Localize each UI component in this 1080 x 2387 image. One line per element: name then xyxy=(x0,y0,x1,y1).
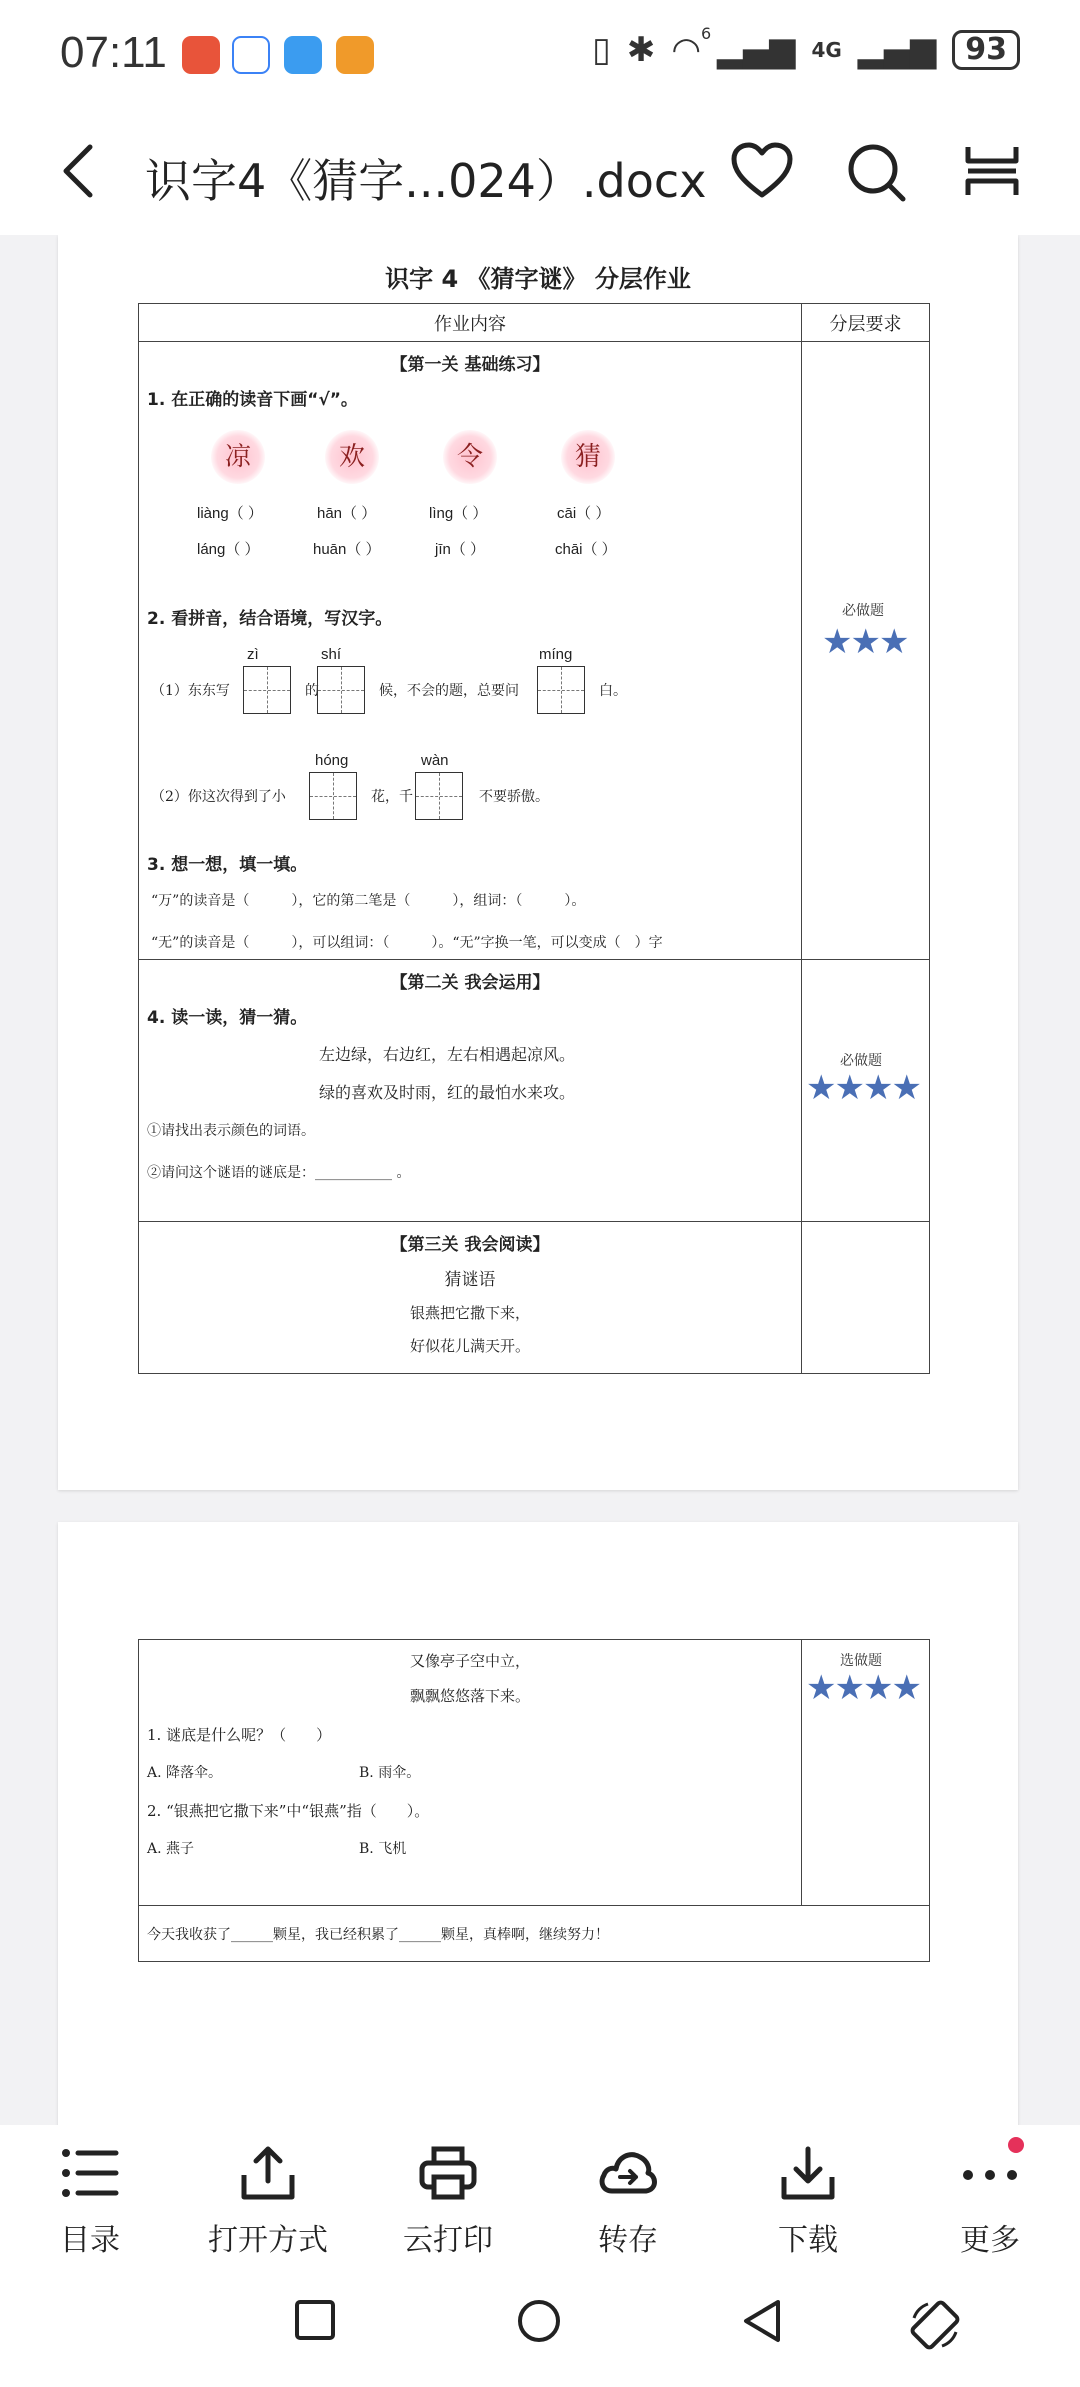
q3-line1: “万”的读音是（ ），它的第二笔是（ ），组词：（ ）。 xyxy=(151,893,586,909)
char-3: 令 xyxy=(443,430,497,484)
option-a: A. 降落伞。 xyxy=(147,1765,223,1781)
option-b: B. 雨伞。 xyxy=(359,1765,421,1781)
required-label: 必做题 xyxy=(842,603,884,619)
section-1-requirement xyxy=(802,342,930,960)
share-icon xyxy=(238,2145,298,2201)
app2-notification-icon xyxy=(336,36,374,74)
pinyin-option: huān（ ） xyxy=(313,541,381,558)
question-4: 4. 读一读，猜一猜。 xyxy=(147,1008,308,1028)
cloud-save-icon xyxy=(596,2145,660,2201)
system-nav-bar xyxy=(0,2270,1080,2387)
reading-line-4: 飘飘悠悠落下来。 xyxy=(409,1687,530,1705)
document-title: 识字4《猜字...024）.docx xyxy=(145,154,707,208)
search-icon[interactable] xyxy=(845,141,909,209)
star-rating: ★★★ xyxy=(822,622,908,662)
app-notification-icon xyxy=(182,36,220,74)
question-1: 1. 在正确的读音下画“√”。 xyxy=(147,390,358,410)
pinyin-option: hān（ ） xyxy=(317,505,377,522)
wifi-sup: 6 xyxy=(701,24,712,43)
document-viewer[interactable] xyxy=(0,235,1080,2125)
question-2: 2. 看拼音，结合语境，写汉字。 xyxy=(147,609,393,629)
calendar-notification-icon xyxy=(232,36,270,74)
pinyin-hint: shí xyxy=(321,646,342,663)
bottom-toolbar xyxy=(0,2125,1080,2270)
title-bar xyxy=(0,105,1080,235)
network-type: 4G xyxy=(811,38,842,62)
toolbar-label: 下载 xyxy=(778,2223,838,2258)
recents-icon[interactable] xyxy=(293,2298,337,2346)
riddle-line-2: 绿的喜欢及时雨，红的最怕水来攻。 xyxy=(319,1083,576,1102)
pinyin-hint: zì xyxy=(247,646,259,663)
toolbar-label: 云打印 xyxy=(403,2223,493,2258)
document-page-2 xyxy=(58,1522,1018,2125)
pinyin-hint: hóng xyxy=(315,752,349,769)
section-3-content xyxy=(139,1222,802,1374)
option-b: B. 飞机 xyxy=(359,1841,407,1857)
star-rating: ★★★★ xyxy=(806,1668,920,1708)
q2-line2-b: 花，千 xyxy=(371,789,413,805)
signal-icon: ▂▄▆ xyxy=(717,30,796,70)
q2-line2-c: 不要骄傲。 xyxy=(479,789,549,805)
status-icons xyxy=(592,24,1020,70)
pinyin-option: chāi（ ） xyxy=(555,541,617,558)
section-3-header: 【第三关 我会阅读】 xyxy=(390,1235,550,1255)
q2-line1-d: 白。 xyxy=(599,683,627,699)
section-3-continued xyxy=(139,1640,802,1906)
notification-dot xyxy=(1008,2137,1024,2153)
q2-line1-b: 的 xyxy=(305,683,319,699)
home-icon[interactable] xyxy=(516,2298,562,2348)
writing-grid[interactable] xyxy=(309,772,357,820)
download-icon xyxy=(778,2145,838,2201)
back-nav-icon[interactable] xyxy=(740,2298,784,2348)
reading-question-2: 2. “银燕把它撒下来”中“银燕”指（ ）。 xyxy=(147,1802,430,1820)
toolbar-label: 目录 xyxy=(60,2223,120,2258)
back-icon[interactable] xyxy=(58,141,98,205)
section-2-requirement xyxy=(802,960,930,1222)
rotate-icon[interactable] xyxy=(908,2298,962,2356)
section-3-requirement xyxy=(802,1222,930,1374)
star-rating: ★★★★ xyxy=(806,1068,920,1108)
q2-line1-a: （1）东东写 xyxy=(151,683,230,699)
document-page-1 xyxy=(58,235,1018,1490)
reading-line-3: 又像亭子空中立， xyxy=(409,1652,530,1670)
pinyin-hint: míng xyxy=(539,646,573,663)
pinyin-hint: wàn xyxy=(421,752,449,769)
writing-grid[interactable] xyxy=(415,772,463,820)
col-header-content: 作业内容 xyxy=(139,304,802,342)
reading-line-2: 好似花儿满天开。 xyxy=(409,1337,530,1355)
required-label: 必做题 xyxy=(840,1053,882,1069)
signal2-icon: ▂▄▆ xyxy=(857,30,937,70)
col-header-req: 分层要求 xyxy=(802,304,930,342)
toolbar-label: 打开方式 xyxy=(208,2223,328,2258)
writing-grid[interactable] xyxy=(317,666,365,714)
option-a: A. 燕子 xyxy=(147,1841,195,1857)
heart-icon[interactable] xyxy=(730,141,794,205)
cloud-print-button[interactable] xyxy=(368,2145,528,2259)
q2-line1-c: 候，不会的题，总要问 xyxy=(379,683,519,699)
q2-line2-a: （2）你这次得到了小 xyxy=(151,789,286,805)
pinyin-option: láng（ ） xyxy=(197,541,260,558)
section-2-header: 【第二关 我会运用】 xyxy=(390,973,550,993)
homework-table-continued xyxy=(138,1639,930,1962)
pinyin-option: cāi（ ） xyxy=(557,505,611,522)
status-bar xyxy=(0,0,1080,105)
open-with-button[interactable] xyxy=(188,2145,348,2259)
section-1-header: 【第一关 基础练习】 xyxy=(390,355,550,375)
char-1: 凉 xyxy=(211,430,265,484)
bluetooth-icon: ✱ xyxy=(626,30,656,70)
section-2-content xyxy=(139,960,802,1222)
more-button[interactable] xyxy=(910,2145,1070,2259)
weather-notification-icon xyxy=(284,36,322,74)
homework-table xyxy=(138,303,930,1374)
download-button[interactable] xyxy=(728,2145,888,2259)
toolbar-label: 更多 xyxy=(960,2223,1020,2258)
pinyin-option: jīn（ ） xyxy=(435,541,486,558)
pinyin-option: lìng（ ） xyxy=(429,505,488,522)
q3-line2: “无”的读音是（ ），可以组词：（ ）。“无”字换一笔，可以变成（ ）字 xyxy=(151,935,663,951)
question-3: 3. 想一想，填一填。 xyxy=(147,855,308,875)
sub-question-1: ①请找出表示颜色的词语。 xyxy=(147,1123,315,1139)
optional-label: 选做题 xyxy=(840,1653,882,1669)
battery-indicator: 93 xyxy=(952,30,1020,70)
list-icon xyxy=(60,2145,120,2201)
nfc-icon: ▯ xyxy=(592,30,611,70)
doc-heading: 识字 4 《猜字谜》 分层作业 xyxy=(385,265,691,293)
reading-title: 猜谜语 xyxy=(444,1270,496,1290)
pinyin-option: liàng（ ） xyxy=(197,505,263,522)
toc-button[interactable] xyxy=(10,2145,170,2259)
sub-question-2: ②请问这个谜语的谜底是：___________ 。 xyxy=(147,1165,411,1181)
toolbar-label: 转存 xyxy=(598,2223,658,2258)
menu-icon[interactable] xyxy=(962,141,1022,205)
riddle-line-1: 左边绿，右边红，左右相遇起凉风。 xyxy=(319,1045,576,1064)
reading-line-1: 银燕把它撒下来， xyxy=(409,1304,530,1322)
summary-footer: 今天我收获了______颗星，我已经积累了______颗星，真棒啊，继续努力！ xyxy=(139,1906,930,1962)
wifi-icon: ◠ 6 xyxy=(671,24,712,70)
section-1-content xyxy=(139,342,802,960)
reading-question-1: 1. 谜底是什么呢？（ ） xyxy=(147,1726,332,1744)
save-to-cloud-button[interactable] xyxy=(548,2145,708,2259)
more-icon xyxy=(958,2145,1022,2201)
char-2: 欢 xyxy=(325,430,379,484)
char-4: 猜 xyxy=(561,430,615,484)
writing-grid[interactable] xyxy=(537,666,585,714)
print-icon xyxy=(418,2145,478,2201)
section-3-requirement-continued xyxy=(802,1640,930,1906)
status-time: 07:11 xyxy=(60,28,167,77)
writing-grid[interactable] xyxy=(243,666,291,714)
